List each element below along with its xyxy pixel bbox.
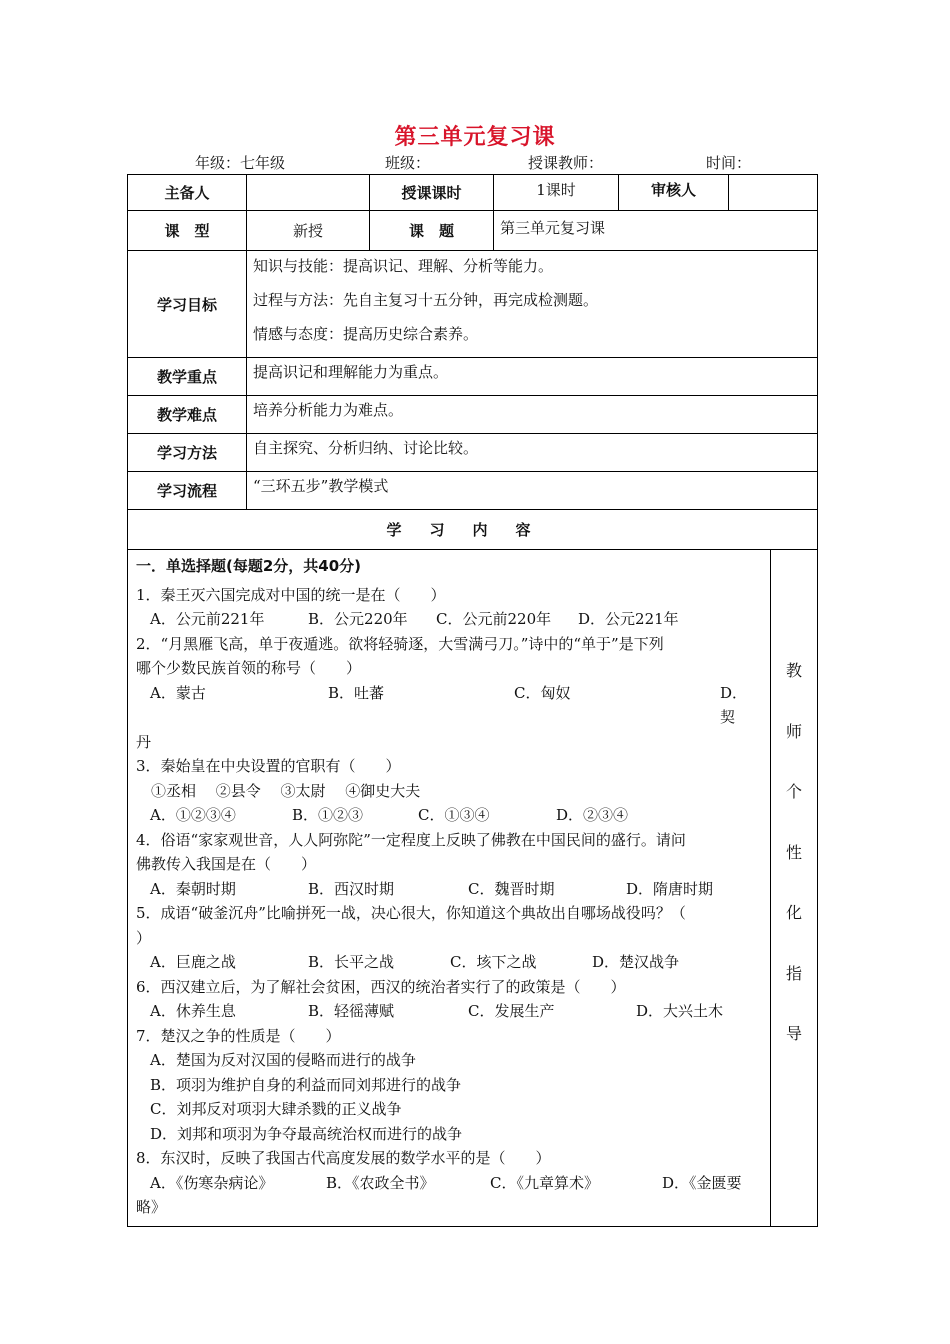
goals-cell [247, 251, 818, 358]
reviewer-value [729, 175, 818, 211]
option-b: B．公元220年 [308, 610, 408, 628]
option-b: B．项羽为维护自身的利益而同刘邦进行的战争 [150, 1075, 462, 1094]
topic-value: 第三单元复习课 [494, 211, 818, 251]
question-text: 7．楚汉之争的性质是（ ） [136, 1026, 341, 1045]
question-3 [136, 754, 762, 828]
option-d: D．刘邦和项羽为争夺最高统治权而进行的战争 [150, 1124, 463, 1143]
teacher-guidance-column [771, 550, 818, 1227]
option-a: A．秦朝时期 [150, 879, 236, 898]
preparer-label: 主备人 [128, 175, 247, 211]
question-text: 4．俗语“家家观世音，人人阿弥陀”一定程度上反映了佛教在中国民间的盛行。请问 [136, 830, 686, 849]
option-b: B．轻徭薄赋 [308, 1002, 395, 1020]
side-label-char: 指 [785, 963, 802, 983]
question-1 [136, 583, 762, 632]
content-header: 学习内容 [128, 510, 818, 550]
side-label-char: 个 [785, 782, 802, 801]
goal-emotion: 情感与态度：提高历史综合素养。 [253, 325, 479, 343]
option-c: C．匈奴 [514, 683, 571, 702]
class-field: 班级： [385, 154, 431, 172]
question-text: ） [136, 928, 152, 947]
question-text: 8．东汉时，反映了我国古代高度发展的数学水平的是（ ） [136, 1149, 551, 1167]
quiz-cell [128, 550, 771, 1227]
question-7 [136, 1024, 762, 1147]
option-b: B．长平之战 [308, 953, 395, 971]
section-heading: 一．单选择题(每题2分，共40分) [136, 557, 362, 575]
question-2 [136, 632, 762, 755]
question-6 [136, 975, 762, 1024]
question-text: 佛教传入我国是在（ ） [136, 855, 317, 873]
option-b: B．《农政全书》 [326, 1173, 435, 1192]
options-row [136, 950, 762, 975]
grade-field: 年级：七年级 [195, 154, 286, 172]
option-b: B．吐蕃 [328, 683, 385, 702]
hours-label: 授课课时 [370, 175, 494, 211]
document-title: 第三单元复习课 [394, 125, 556, 150]
side-label-char: 性 [785, 842, 802, 862]
difficulty-value: 培养分析能力为难点。 [247, 396, 818, 434]
method-label: 学习方法 [128, 434, 247, 472]
option-a: A．蒙古 [150, 683, 206, 702]
option-d: D．隋唐时期 [626, 879, 714, 898]
option-c: C．刘邦反对项羽大肆杀戮的正义战争 [150, 1100, 402, 1118]
flow-label: 学习流程 [128, 472, 247, 510]
type-label: 课 型 [128, 211, 247, 251]
option-a: A．《伤寒杂病论》 [150, 1173, 274, 1192]
question-text: 6．西汉建立后，为了解社会贫困，西汉的统治者实行了的政策是（ ） [136, 977, 626, 996]
question-text: 5．成语“破釜沉舟”比喻拼死一战，决心很大，你知道这个典故出自哪场战役吗？（ [136, 904, 686, 922]
option-c: C．发展生产 [468, 1002, 555, 1020]
time-field: 时间： [706, 154, 752, 172]
teacher-field: 授课教师： [528, 154, 604, 172]
key-point-label: 教学重点 [128, 358, 247, 396]
side-label-char: 教 [785, 661, 802, 680]
hours-value: 1课时 [494, 175, 619, 211]
question-text: ①丞相 ②县令 ③太尉 ④御史大夫 [136, 781, 421, 800]
option-a: A．巨鹿之战 [150, 953, 236, 971]
question-5 [136, 901, 762, 975]
option-c: C．垓下之战 [450, 953, 537, 971]
goals-label: 学习目标 [128, 251, 247, 358]
options-row [136, 1171, 762, 1196]
options-row [136, 681, 762, 730]
option-a: A．楚国为反对汉国的侵略而进行的战争 [150, 1051, 416, 1069]
goal-knowledge: 知识与技能：提高识记、理解、分析等能力。 [253, 257, 554, 275]
option-c: C．魏晋时期 [468, 879, 555, 898]
option-d: D．楚汉战争 [592, 953, 680, 971]
question-text: 3．秦始皇在中央设置的官职有（ ） [136, 757, 401, 775]
options-row [136, 607, 762, 632]
option-a: A．①②③④ [150, 806, 236, 824]
preparer-value [247, 175, 370, 211]
flow-value: “三环五步”教学模式 [247, 472, 818, 510]
options-row [136, 1048, 762, 1073]
option-wrap-tail: 略》 [136, 1198, 167, 1216]
lesson-plan-table [127, 174, 818, 1227]
reviewer-label: 审核人 [619, 175, 729, 211]
question-text: 1．秦王灭六国完成对中国的统一是在（ ） [136, 585, 446, 604]
option-c: C．公元前220年 [436, 610, 552, 628]
option-c: C．①③④ [418, 806, 490, 824]
side-label-char: 化 [785, 903, 802, 922]
difficulty-label: 教学难点 [128, 396, 247, 434]
side-label-char: 师 [785, 721, 802, 741]
side-label-char: 导 [785, 1024, 802, 1043]
option-d: D．契 [720, 683, 748, 726]
option-a: A．休养生息 [150, 1002, 236, 1020]
option-d: D．公元221年 [578, 610, 679, 628]
option-a: A．公元前221年 [150, 610, 265, 628]
option-d: D．②③④ [556, 806, 629, 824]
options-row [136, 877, 762, 902]
options-row [136, 999, 762, 1024]
option-c: C．《九章算术》 [490, 1173, 599, 1192]
question-text: 哪个少数民族首领的称号（ ） [136, 659, 362, 677]
question-8 [136, 1146, 762, 1220]
question-text: 2．“月黑雁飞高，单于夜遁逃。欲将轻骑逐，大雪满弓刀。”诗中的“单于”是下列 [136, 634, 664, 653]
type-value: 新授 [247, 211, 370, 251]
options-row [136, 803, 762, 828]
method-value: 自主探究、分析归纳、讨论比较。 [247, 434, 818, 472]
option-wrap-tail: 丹 [136, 732, 152, 751]
option-b: B．西汉时期 [308, 879, 395, 898]
topic-label: 课 题 [370, 211, 494, 251]
goal-process: 过程与方法：先自主复习十五分钟，再完成检测题。 [253, 291, 599, 309]
option-d: D．《金匮要 [662, 1173, 742, 1192]
option-d: D．大兴土木 [636, 1002, 724, 1020]
question-4 [136, 828, 762, 902]
key-point-value: 提高识记和理解能力为重点。 [247, 358, 818, 396]
option-b: B．①②③ [292, 806, 364, 824]
